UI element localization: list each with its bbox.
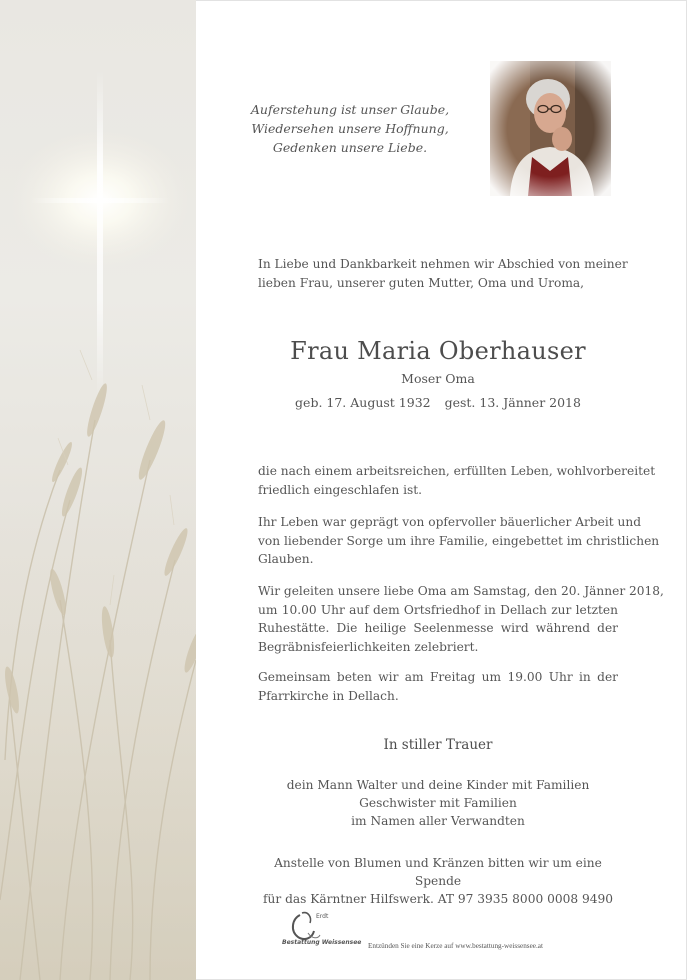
cross-vertical-beam <box>97 70 103 400</box>
cross-horizontal-beam <box>30 198 170 203</box>
wheat-cross-panel <box>0 0 196 980</box>
mourner-line: dein Mann Walter und deine Kinder mit Familien <box>286 778 590 792</box>
paragraph-line: Ruhestätte. Die heilige Seelenmesse wird während der <box>258 621 618 635</box>
intro-line: lieben Frau, unserer guten Mutter, Oma und Uroma, <box>258 276 585 290</box>
portrait-image <box>490 61 611 196</box>
motto-line: Wiedersehen unsere Hoffnung, <box>251 121 449 136</box>
paragraph-line: um 10.00 Uhr auf dem Ortsfriedhof in Dellach zur letzten <box>258 602 618 617</box>
paragraph-line: Gemeinsam beten wir am Freitag um 19.00 Uhr in der <box>258 670 618 684</box>
candle-link[interactable]: Entzünden Sie eine Kerze auf www.bestattung-weissensee.at <box>368 942 543 950</box>
paragraph-line: von liebender Sorge um ihre Familie, eingebettet im christlichen <box>258 533 660 548</box>
birth-date: geb. 17. August 1932 <box>295 395 431 410</box>
paragraph-line: Ihr Leben war geprägt von opfervoller bäuerlicher Arbeit und <box>258 515 642 529</box>
paragraph-character <box>258 513 660 569</box>
paragraph-prayer <box>258 668 618 705</box>
paragraph-line: Pfarrkirche in Dellach. <box>258 688 399 703</box>
intro-line: In Liebe und Dankbarkeit nehmen wir Abschied von meiner <box>258 257 628 271</box>
wheat-illustration <box>0 0 196 980</box>
paragraph-line: friedlich eingeschlafen ist. <box>258 482 423 497</box>
paragraph-funeral <box>258 582 664 656</box>
motto-line: Gedenken unsere Liebe. <box>272 140 428 155</box>
paragraph-line: die nach einem arbeitsreichen, erfüllten Leben, wohlvorbereitet <box>258 464 656 478</box>
donation-line: Anstelle von Blumen und Kränzen bitten wir um eine Spende <box>274 856 602 888</box>
life-dates <box>258 395 618 410</box>
deceased-name: Frau Maria Oberhauser <box>290 337 586 365</box>
death-date: gest. 13. Jänner 2018 <box>444 395 581 410</box>
portrait-photo <box>490 61 611 196</box>
motto-verse <box>240 100 460 157</box>
paragraph-line: Wir geleiten unsere liebe Oma am Samstag, den 20. Jänner 2018, <box>258 584 664 598</box>
paragraph-life <box>258 462 656 499</box>
farewell-intro <box>258 255 628 293</box>
motto-line: Auferstehung ist unser Glaube, <box>250 102 450 117</box>
mourner-line: Geschwister mit Familien <box>359 796 517 810</box>
logo-text-top: Erdt <box>316 913 329 920</box>
logo-text: Bestattung Weissensee <box>282 939 362 946</box>
paragraph-line: Begräbnisfeierlichkeiten zelebriert. <box>258 639 479 654</box>
mourner-line: im Namen aller Verwandten <box>351 814 525 828</box>
paragraph-line: Glauben. <box>258 552 314 566</box>
footer <box>282 909 612 949</box>
deceased-nickname: Moser Oma <box>401 371 475 386</box>
mourning-heading: In stiller Trauer <box>383 737 493 753</box>
mourners-list <box>258 776 618 830</box>
funeral-home-logo[interactable] <box>282 909 364 949</box>
donation-line: für das Kärntner Hilfswerk. AT 97 3935 8000 0008 9490 <box>263 892 613 906</box>
donation-note <box>250 854 626 908</box>
